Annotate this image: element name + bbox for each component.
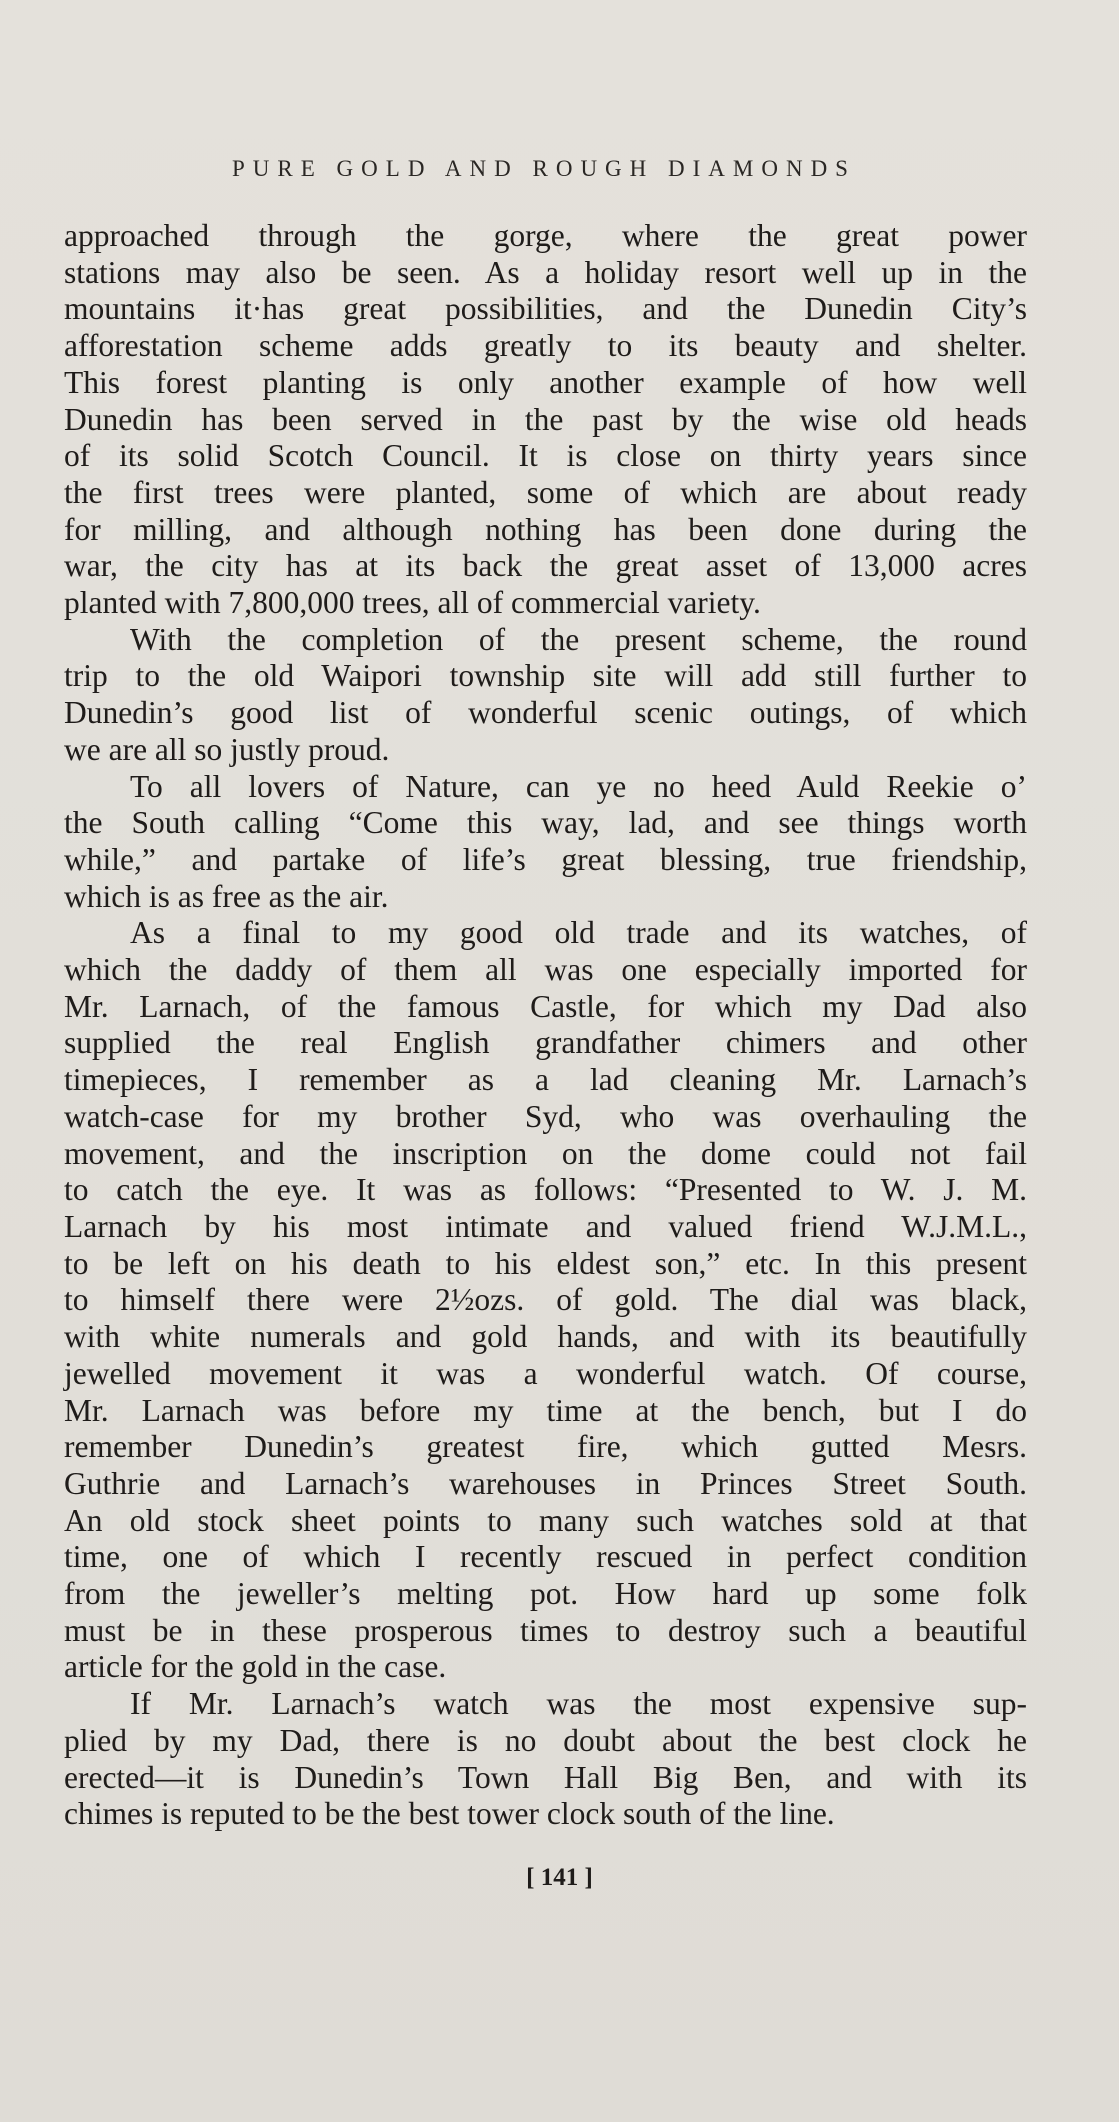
text-line: approached through the gorge, where the great power [64, 218, 1027, 253]
text-line: for milling, and although nothing has been done during the [64, 511, 1027, 547]
text-line: the South calling “Come this way, lad, and see things worth [64, 805, 1027, 841]
text-line: planted with 7,800,000 trees, all of commercial variety. [64, 585, 761, 621]
paragraph [64, 769, 1027, 916]
body-text [64, 218, 1027, 1833]
text-line: An old stock sheet points to many such watches sold at that [64, 1502, 1027, 1538]
text-line: time, one of which I recently rescued in perfect condition [64, 1539, 1027, 1575]
text-line: remember Dunedin’s greatest fire, which gutted Mesrs. [64, 1429, 1027, 1465]
text-line: which the daddy of them all was one especially imported for [64, 952, 1027, 988]
text-line: movement, and the inscription on the dome could not fail [64, 1135, 1027, 1171]
paragraph [64, 622, 1027, 769]
text-line: to himself there were 2½ozs. of gold. The dial was black, [64, 1282, 1027, 1318]
text-line: If Mr. Larnach’s watch was the most expensive sup- [130, 1686, 1027, 1722]
page-number: [ 141 ] [526, 1864, 593, 1891]
text-line: jewelled movement it was a wonderful watch. Of course, [64, 1355, 1027, 1391]
text-line: afforestation scheme adds greatly to its beauty and shelter. [64, 328, 1027, 364]
text-line: As a final to my good old trade and its watches, of [130, 915, 1027, 951]
text-line: while,” and partake of life’s great blessing, true friendship, [64, 841, 1027, 877]
paragraph [64, 915, 1027, 1686]
text-line: the first trees were planted, some of which are about ready [64, 474, 1027, 510]
text-line: to be left on his death to his eldest son,” etc. In this present [64, 1245, 1027, 1281]
text-line: chimes is reputed to be the best tower clock south of the line. [64, 1796, 835, 1832]
text-line: Larnach by his most intimate and valued friend W.J.M.L., [64, 1208, 1027, 1244]
text-line: Dunedin has been served in the past by the wise old heads [64, 401, 1027, 437]
text-line: trip to the old Waipori township site will add still further to [64, 658, 1027, 694]
text-line: Guthrie and Larnach’s warehouses in Princes Street South. [64, 1465, 1027, 1501]
text-line: Mr. Larnach was before my time at the bench, but I do [64, 1392, 1027, 1428]
text-line: mountains it·has great possibilities, and the Dunedin City’s [64, 291, 1027, 327]
text-line: erected—it is Dunedin’s Town Hall Big Ben, and with its [64, 1759, 1027, 1795]
text-line: stations may also be seen. As a holiday resort well up in the [64, 254, 1027, 290]
text-line: we are all so justly proud. [64, 731, 390, 767]
text-line: This forest planting is only another example of how well [64, 364, 1027, 400]
text-line: which is as free as the air. [64, 878, 389, 914]
text-line: of its solid Scotch Council. It is close on thirty years since [64, 438, 1027, 474]
text-line: watch-case for my brother Syd, who was overhauling the [64, 1098, 1027, 1134]
text-line: plied by my Dad, there is no doubt about the best clock he [64, 1722, 1027, 1758]
text-line: To all lovers of Nature, can ye no heed Auld Reekie o’ [130, 768, 1027, 804]
text-line: supplied the real English grandfather chimers and other [64, 1025, 1027, 1061]
paragraph [64, 218, 1027, 622]
text-line: With the completion of the present scheme, the round [130, 621, 1027, 657]
text-line: Dunedin’s good list of wonderful scenic outings, of which [64, 695, 1027, 731]
text-line: timepieces, I remember as a lad cleaning Mr. Larnach’s [64, 1062, 1027, 1098]
text-line: Mr. Larnach, of the famous Castle, for which my Dad also [64, 988, 1027, 1024]
text-line: from the jeweller’s melting pot. How hard up some folk [64, 1576, 1027, 1612]
text-line: article for the gold in the case. [64, 1649, 447, 1685]
text-line: war, the city has at its back the great asset of 13,000 acres [64, 548, 1027, 584]
text-line: to catch the eye. It was as follows: “Presented to W. J. M. [64, 1172, 1027, 1208]
paragraph [64, 1686, 1027, 1833]
text-line: must be in these prosperous times to destroy such a beautiful [64, 1612, 1027, 1648]
text-line: with white numerals and gold hands, and with its beautifully [64, 1319, 1027, 1355]
running-head: PURE GOLD AND ROUGH DIAMONDS [232, 156, 856, 181]
